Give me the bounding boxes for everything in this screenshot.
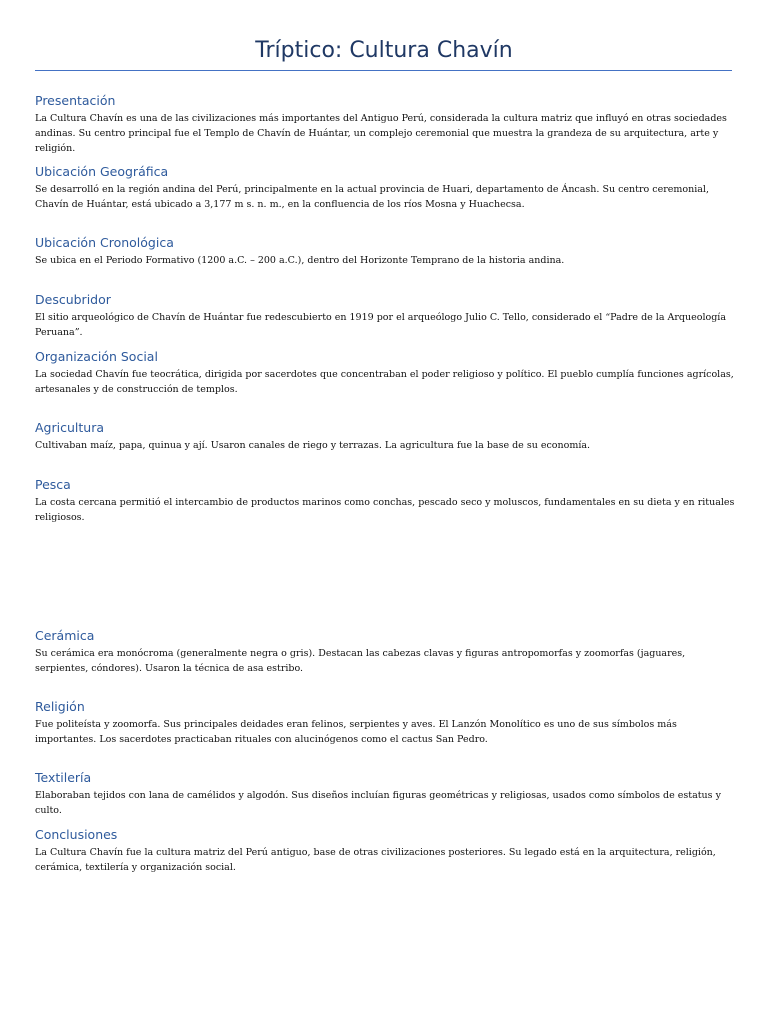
section-presentacion [35, 93, 735, 156]
title-divider [35, 70, 732, 71]
section-body: El sitio arqueológico de Chavín de Huántar fue redescubierto en 1919 por el arqueólogo Julio C. Tello, considerado el “Padre de la Arqueología Peruana”. [35, 312, 727, 338]
section-conclusiones [35, 827, 735, 875]
section-religion [35, 699, 735, 747]
section-ceramica [35, 628, 735, 676]
section-body: La costa cercana permitió el intercambio de productos marinos como conchas, pescado seco y moluscos, fundamentales en su dieta y en rituales religiosos. [35, 497, 735, 523]
section-body: Fue politeísta y zoomorfa. Sus principales deidades eran felinos, serpientes y aves. El Lanzón Monolítico es uno de sus símbolos más importantes. Los sacerdotes practicaban rituales con alucinógenos como el cactus San Pedro. [35, 719, 677, 745]
section-body: Su cerámica era monócroma (generalmente negra o gris). Destacan las cabezas clavas y figuras antropomorfas y zoomorfas (jaguares, serpientes, cóndores). Usaron la técnica de asa estribo. [35, 648, 686, 674]
section-body: Se ubica en el Periodo Formativo (1200 a.C. – 200 a.C.), dentro del Horizonte Temprano de la historia andina. [35, 255, 565, 266]
section-heading: Textilería [35, 770, 92, 785]
section-body: Se desarrolló en la región andina del Perú, principalmente en la actual provincia de Huari, departamento de Áncash. Su centro ceremonial, Chavín de Huántar, está ubicado a 3,177 m s. n. m., en la confluencia de los ríos Mosna y Huachecsa. [35, 184, 709, 210]
section-agricultura [35, 420, 735, 453]
section-heading: Conclusiones [35, 827, 118, 842]
section-ubicacion-geografica [35, 164, 735, 212]
section-heading: Ubicación Cronológica [35, 235, 174, 250]
section-heading: Presentación [35, 93, 116, 108]
section-body: La sociedad Chavín fue teocrática, dirigida por sacerdotes que concentraban el poder religioso y político. El pueblo cumplía funciones agrícolas, artesanales y de construcción de templos. [35, 369, 734, 395]
section-heading: Pesca [35, 477, 71, 492]
section-heading: Agricultura [35, 420, 104, 435]
section-heading: Religión [35, 699, 85, 714]
section-ubicacion-cronologica [35, 235, 735, 268]
section-body: La Cultura Chavín fue la cultura matriz del Perú antiguo, base de otras civilizaciones posteriores. Su legado está en la arquitectura, religión, cerámica, textilería y organización social. [35, 847, 716, 873]
section-pesca [35, 477, 735, 525]
section-heading: Cerámica [35, 628, 95, 643]
section-body: La Cultura Chavín es una de las civilizaciones más importantes del Antiguo Perú, considerada la cultura matriz que influyó en otras sociedades andinas. Su centro principal fue el Templo de Chavín de Huántar, un complejo ceremonial que muestra la grandeza de su arquitectura, arte y religión. [35, 113, 727, 154]
section-body: Cultivaban maíz, papa, quinua y ají. Usaron canales de riego y terrazas. La agricultura fue la base de su economía. [35, 440, 591, 451]
section-textileria [35, 770, 735, 818]
section-heading: Ubicación Geográfica [35, 164, 169, 179]
section-heading: Organización Social [35, 349, 158, 364]
section-organizacion-social [35, 349, 735, 397]
section-descubridor [35, 292, 735, 340]
document-title: Tríptico: Cultura Chavín [255, 38, 513, 63]
section-heading: Descubridor [35, 292, 111, 307]
section-body: Elaboraban tejidos con lana de camélidos y algodón. Sus diseños incluían figuras geométricas y religiosas, usados como símbolos de estatus y culto. [35, 790, 721, 816]
